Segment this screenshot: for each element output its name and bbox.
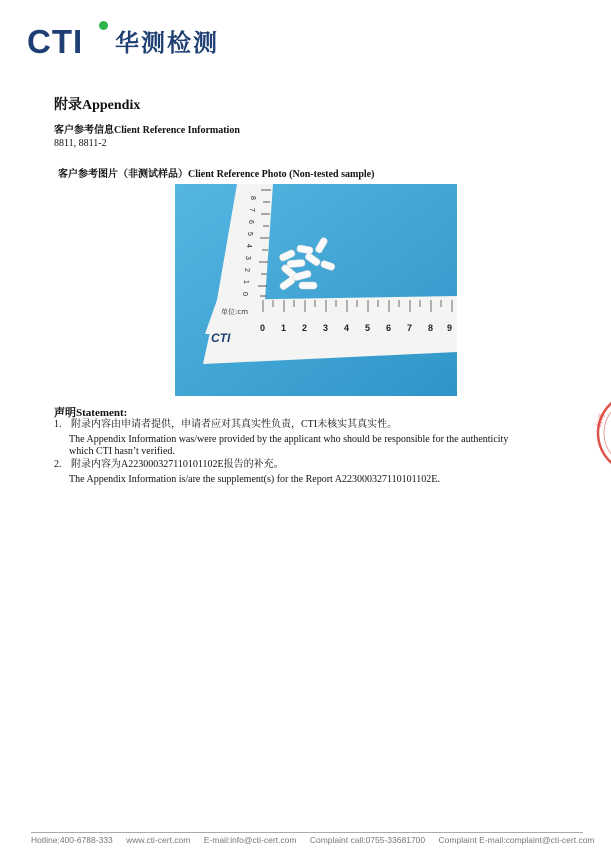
client-info-heading: 客户参考信息Client Reference Information bbox=[54, 125, 240, 136]
ruler-unit-label: 单位:cm bbox=[221, 308, 249, 316]
statement-item-en-cont: which CTI hasn’t verified. bbox=[69, 446, 175, 457]
statement-item-en: The Appendix Information was/were provided by the applicant who should be responsible for the authenticity bbox=[69, 434, 509, 445]
logo-green-dot-icon bbox=[99, 21, 108, 30]
vertical-tick-label: 6 bbox=[247, 220, 254, 224]
horizontal-tick-label: 7 bbox=[407, 323, 413, 333]
client-info-value: 8811, 8811-2 bbox=[54, 138, 107, 149]
statement-item-number: 1. bbox=[54, 419, 62, 430]
vertical-tick-label: 4 bbox=[245, 244, 252, 248]
vertical-tick-label: 3 bbox=[244, 256, 251, 260]
svg-text:公司: 公司 bbox=[594, 412, 607, 429]
horizontal-tick-label: 0 bbox=[260, 323, 266, 333]
horizontal-tick-label: 3 bbox=[323, 323, 329, 333]
footer-hotline: Hotline:400-6788-333 bbox=[31, 835, 113, 845]
vertical-tick-label: 7 bbox=[248, 208, 255, 212]
horizontal-tick-label: 1 bbox=[281, 323, 287, 333]
footer-website-link[interactable]: www.cti-cert.com bbox=[126, 835, 191, 845]
horizontal-tick-label: 4 bbox=[344, 323, 350, 333]
cti-logo bbox=[27, 22, 227, 62]
horizontal-tick-label: 9 bbox=[447, 323, 453, 333]
statement-item-en: The Appendix Information is/are the supplement(s) for the Report A223000327110101102E. bbox=[69, 474, 440, 485]
ruler-brand-logo: CTI bbox=[211, 331, 231, 345]
statement-item-number: 2. bbox=[54, 459, 62, 470]
vertical-tick-label: 1 bbox=[242, 280, 249, 284]
vertical-tick-label: 0 bbox=[241, 292, 248, 296]
vertical-tick-label: 5 bbox=[246, 232, 253, 236]
horizontal-tick-label: 6 bbox=[386, 323, 392, 333]
statement-heading: 声明Statement: bbox=[54, 407, 128, 419]
vertical-tick-label: 8 bbox=[249, 196, 256, 200]
statement-item-cn: 附录内容由申请者提供，申请者应对其真实性负责，CTI未核实其真实性。 bbox=[71, 419, 398, 430]
vertical-tick-label: 2 bbox=[243, 268, 250, 272]
footer-divider bbox=[31, 832, 583, 833]
footer-complaint-call: Complaint call:0755-33681700 bbox=[309, 835, 426, 845]
horizontal-tick-label: 5 bbox=[365, 323, 371, 333]
logo-brand-text: CTI bbox=[27, 23, 84, 60]
footer bbox=[31, 835, 595, 845]
client-reference-photo bbox=[175, 184, 457, 396]
statement-item-cn: 附录内容为A223000327110101102E报告的补充。 bbox=[71, 459, 284, 470]
horizontal-tick-label: 8 bbox=[428, 323, 434, 333]
horizontal-tick-label: 2 bbox=[302, 323, 308, 333]
appendix-heading: 附录Appendix bbox=[54, 98, 141, 113]
footer-email-link[interactable]: E-mail:info@cti-cert.com bbox=[203, 835, 297, 845]
footer-complaint-email-link[interactable]: Complaint E-mail:complaint@cti-cert.com bbox=[438, 835, 595, 845]
logo-chinese-text: 华测检测 bbox=[115, 29, 219, 57]
company-seal-stamp-icon bbox=[594, 388, 611, 478]
photo-heading: 客户参考图片（非测试样品）Client Reference Photo (Non-tested sample) bbox=[58, 169, 375, 180]
